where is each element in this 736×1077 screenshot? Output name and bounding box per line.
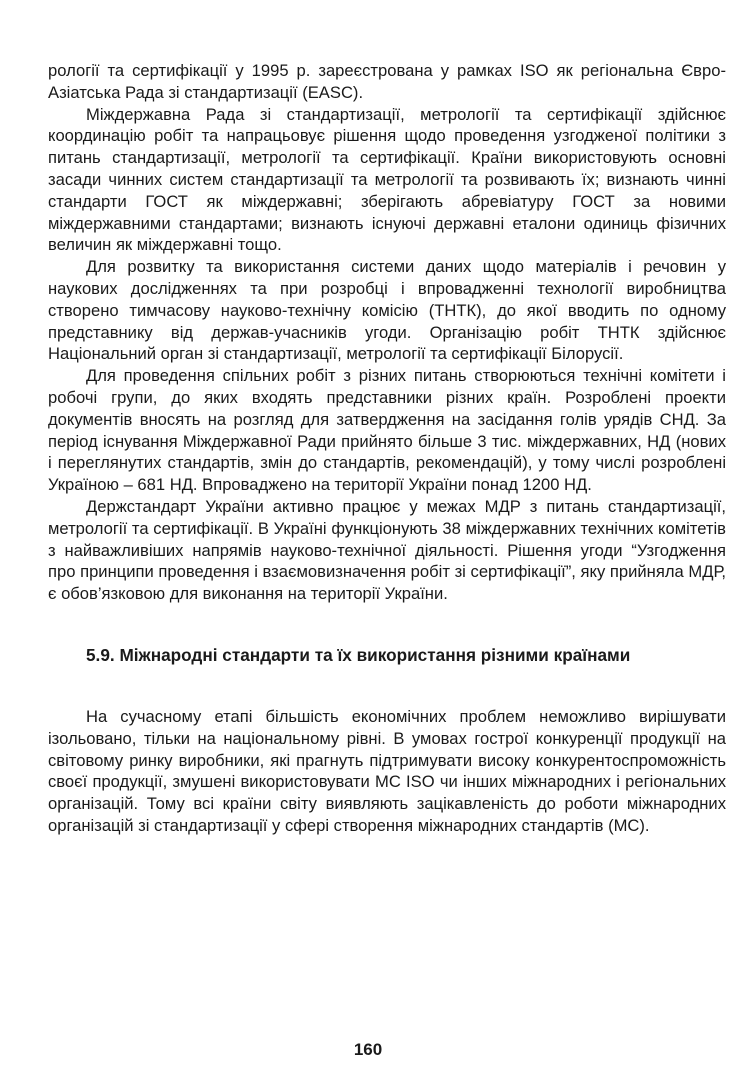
paragraph-international-standards: На сучасному етапі більшість економічних проблем неможливо вирішувати ізольовано, тільки на національному рівні. В умовах гострої конкуренції продукції на світовому ринку виробники, які прагнуть підтримувати високу конкурентоспроможність своєї продукції, змушені використовувати МС ISO чи інших міжнародних і регіональних організацій. Тому всі країни світу виявляють зацікавленість до роботи міжнародних організацій зі стандартизації у сфері створення міжнародних стандартів (МС). bbox=[48, 706, 726, 835]
paragraph-continuation: рології та сертифікації у 1995 р. зареєстрована у рамках ISO як регіональна Євро-Азіатська Рада зі стандартизації (EASC). bbox=[48, 61, 726, 102]
page-number: 160 bbox=[353, 1040, 383, 1059]
page-body bbox=[48, 60, 726, 837]
paragraph-interstate-council: Міждержавна Рада зі стандартизації, метрології та сертифікації здійснює координацію робіт та напрацьовує рішення щодо проведення узгодженої політики з питань стандартизації, метрології та сертифікації. Країни використовують основні засади чинних систем стандартизації та метрології та розвивають їх; визнають чинні стандарти ГОСТ як міждержавні; зберігають абревіатуру ГОСТ за новими міждержавними стандартами; визнають існуючі державні еталони одиниць фізичних величин як міждержавні тощо. bbox=[48, 104, 726, 255]
paragraph-derzhstandart: Держстандарт України активно працює у межах МДР з питань стандартизації, метрології та сертифікації. В Україні функціонують 38 міждержавних технічних комітетів з найважливіших напрямів науково-технічної діяльності. Рішення угоди “Узгодження про принципи проведення і взаємовизначення робіт зі сертифікації”, яку прийняла МДР, є обов’язковою для виконання на території України. bbox=[48, 496, 726, 604]
paragraph-technical-committees: Для проведення спільних робіт з різних питань створюються технічні комітети і робочі групи, до яких входять представники різних країн. Розроблені проекти документів вносять на розгляд для затвердження на засідання голів урядів СНД. За період існування Міждержавної Ради прийнято більше 3 тис. міждержавних, НД (нових і переглянутих стандартів, змін до стандартів, рекомендацій), у тому числі розроблені Україною – 681 НД. Впроваджено на території України понад 1200 НД. bbox=[48, 366, 726, 495]
paragraph-tntk-commission: Для розвитку та використання системи даних щодо матеріалів і речовин у наукових дослідженнях та при розробці і впровадженні технології виробництва створено тимчасову науково-технічну комісію (ТНТК), до якої вводить по одному представнику від держав-учасників угоди. Організацію робіт ТНТК здійснює Національний орган зі стандартизації, метрології та сертифікації Білорусії. bbox=[48, 257, 726, 364]
section-heading: 5.9. Міжнародні стандарти та їх використання різними країнами bbox=[86, 644, 631, 665]
